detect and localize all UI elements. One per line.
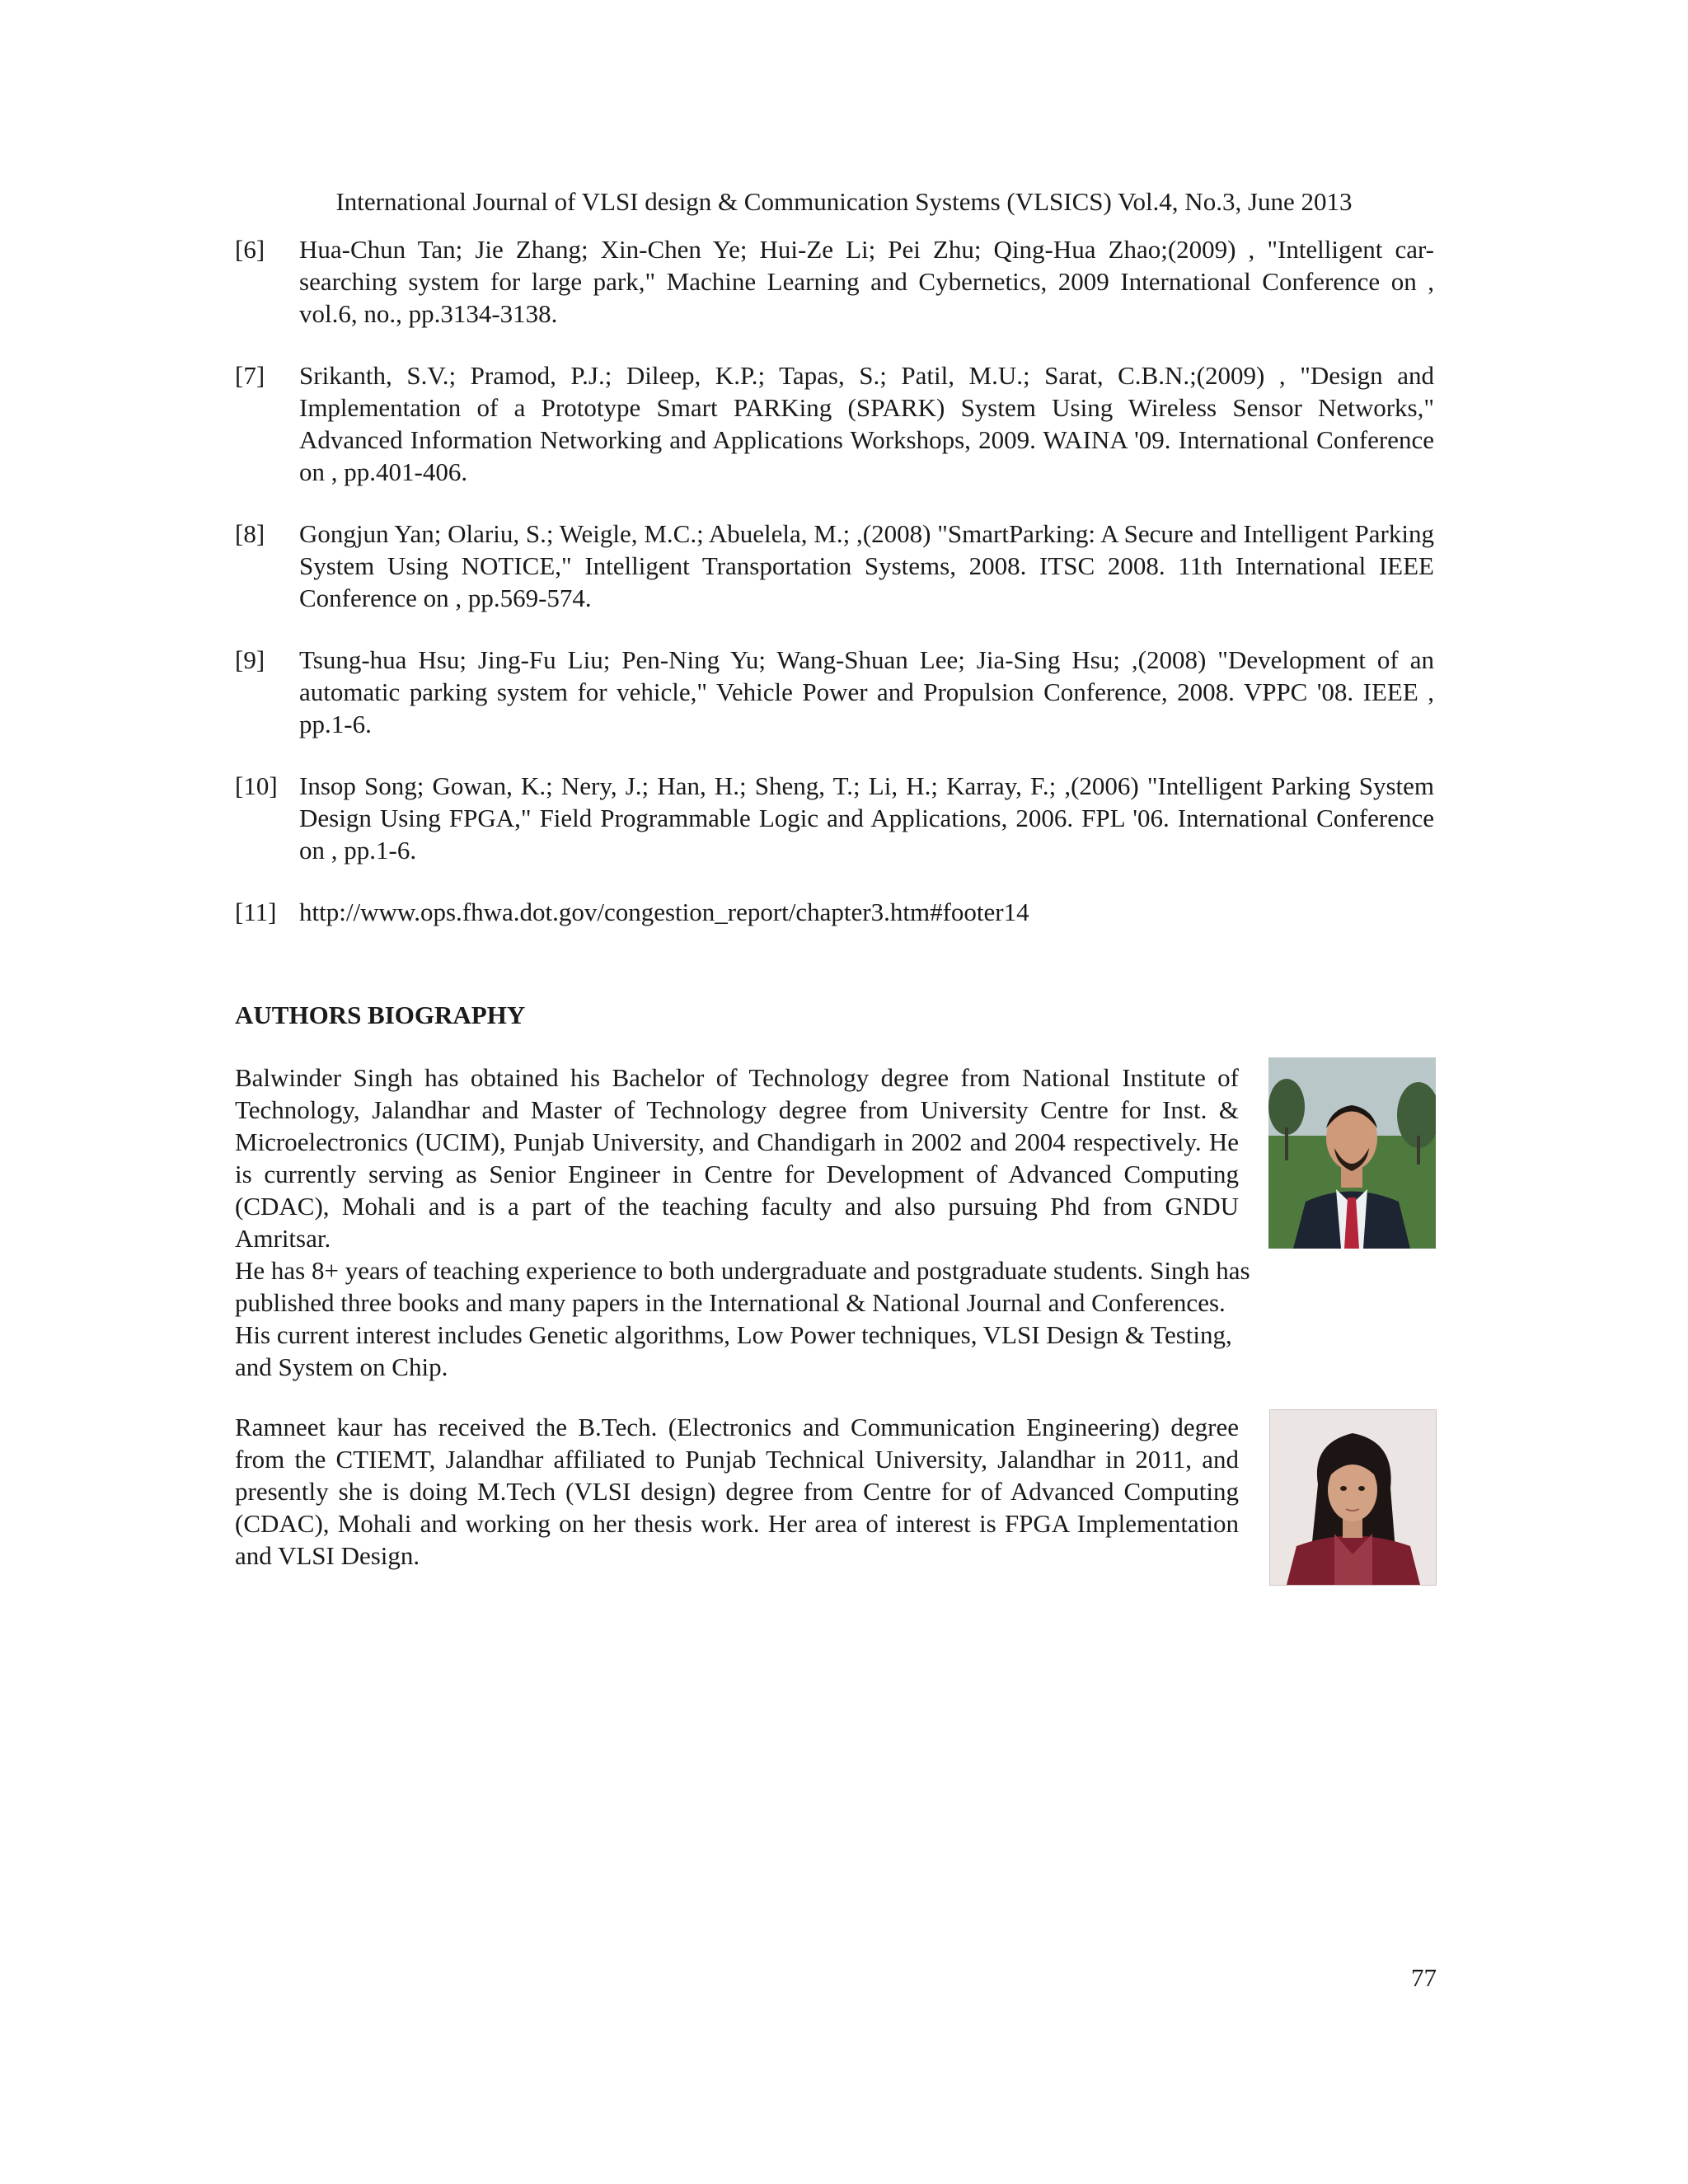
reference-item [235, 644, 1434, 740]
reference-item [235, 770, 1434, 866]
author1-paragraph: Balwinder Singh has obtained his Bachelor of Technology degree from National Institute of Technology, Jalandhar and Master of Technology degree from University Centre for Inst. & Microelectronics (UCIM), Punjab University, and Chandigarh in 2002 and 2004 respectively. He is currently serving as Senior Engineer in Centre for Development of Advanced Computing (CDAC), Mohali and is a part of the teaching faculty and also pursuing Phd from GNDU Amritsar. [235, 1063, 1239, 1253]
author2-biography [235, 1411, 1434, 1572]
author1-photo [1268, 1057, 1436, 1249]
author1-portrait-image [1268, 1057, 1436, 1249]
reference-text: Tsung-hua Hsu; Jing-Fu Liu; Pen-Ning Yu; Wang-Shuan Lee; Jia-Sing Hsu; ,(2008) "Development of an automatic parking system for vehicle," Vehicle Power and Propulsion Conference, 2008. VPPC '08. IEEE , pp.1-6. [299, 645, 1434, 738]
reference-item [235, 359, 1434, 488]
author2-photo [1269, 1409, 1437, 1586]
reference-link[interactable]: http://www.ops.fhwa.dot.gov/congestion_report/chapter3.htm#footer14 [299, 898, 1029, 926]
reference-number: [11] [235, 898, 277, 926]
author1-paragraph-line: He has 8+ years of teaching experience to both undergraduate and postgraduate students. Singh has [235, 1256, 1250, 1285]
author2-paragraph: Ramneet kaur has received the B.Tech. (Electronics and Communication Engineering) degree from the CTIEMT, Jalandhar affiliated to Punjab Technical University, Jalandhar in 2011, and presently she is doing M.Tech (VLSI design) degree from Centre for of Advanced Computing (CDAC), Mohali and working on her thesis work. Her area of interest is FPGA Implementation and VLSI Design. [235, 1413, 1239, 1570]
section-heading: AUTHORS BIOGRAPHY [235, 1001, 526, 1029]
reference-text: Insop Song; Gowan, K.; Nery, J.; Han, H.; Sheng, T.; Li, H.; Karray, F.; ,(2006) "Intelligent Parking System Design Using FPGA," Field Programmable Logic and Applications, 2006. FPL '06. International Conference on , pp.1-6. [299, 771, 1434, 865]
reference-number: [10] [235, 771, 278, 800]
author1-paragraph: published three books and many papers in the International & National Journal and Conferences. His current interest includes Genetic algorithms, Low Power techniques, VLSI Design & Testing, and System on Chip. [235, 1288, 1232, 1381]
reference-number: [9] [235, 645, 265, 674]
reference-list [235, 233, 1434, 958]
reference-text: Hua-Chun Tan; Jie Zhang; Xin-Chen Ye; Hui-Ze Li; Pei Zhu; Qing-Hua Zhao;(2009) , "Intelligent car-searching system for large park," Machine Learning and Cybernetics, 2009 International Conference on , vol.6, no., pp.3134-3138. [299, 235, 1434, 328]
reference-number: [8] [235, 519, 265, 548]
reference-item [235, 233, 1434, 330]
reference-number: [6] [235, 235, 265, 264]
reference-item [235, 518, 1434, 614]
reference-item [235, 896, 1434, 928]
running-header: International Journal of VLSI design & Communication Systems (VLSICS) Vol.4, No.3, June 2013 [335, 187, 1353, 216]
author2-portrait-image [1270, 1410, 1436, 1585]
reference-text: Gongjun Yan; Olariu, S.; Weigle, M.C.; Abuelela, M.; ,(2008) "SmartParking: A Secure and Intelligent Parking System Using NOTICE," Intelligent Transportation Systems, 2008. ITSC 2008. 11th International IEEE Conference on , pp.569-574. [299, 519, 1434, 612]
reference-text: Srikanth, S.V.; Pramod, P.J.; Dileep, K.P.; Tapas, S.; Patil, M.U.; Sarat, C.B.N.;(2009) , "Design and Implementation of a Prototype Smart PARKing (SPARK) System Using Wireless Sensor Networks," Advanced Information Networking and Applications Workshops, 2009. WAINA '09. International Conference on , pp.401-406. [299, 361, 1434, 486]
author1-biography [235, 1062, 1434, 1383]
reference-number: [7] [235, 361, 265, 390]
page-number: 77 [1411, 1963, 1437, 1992]
